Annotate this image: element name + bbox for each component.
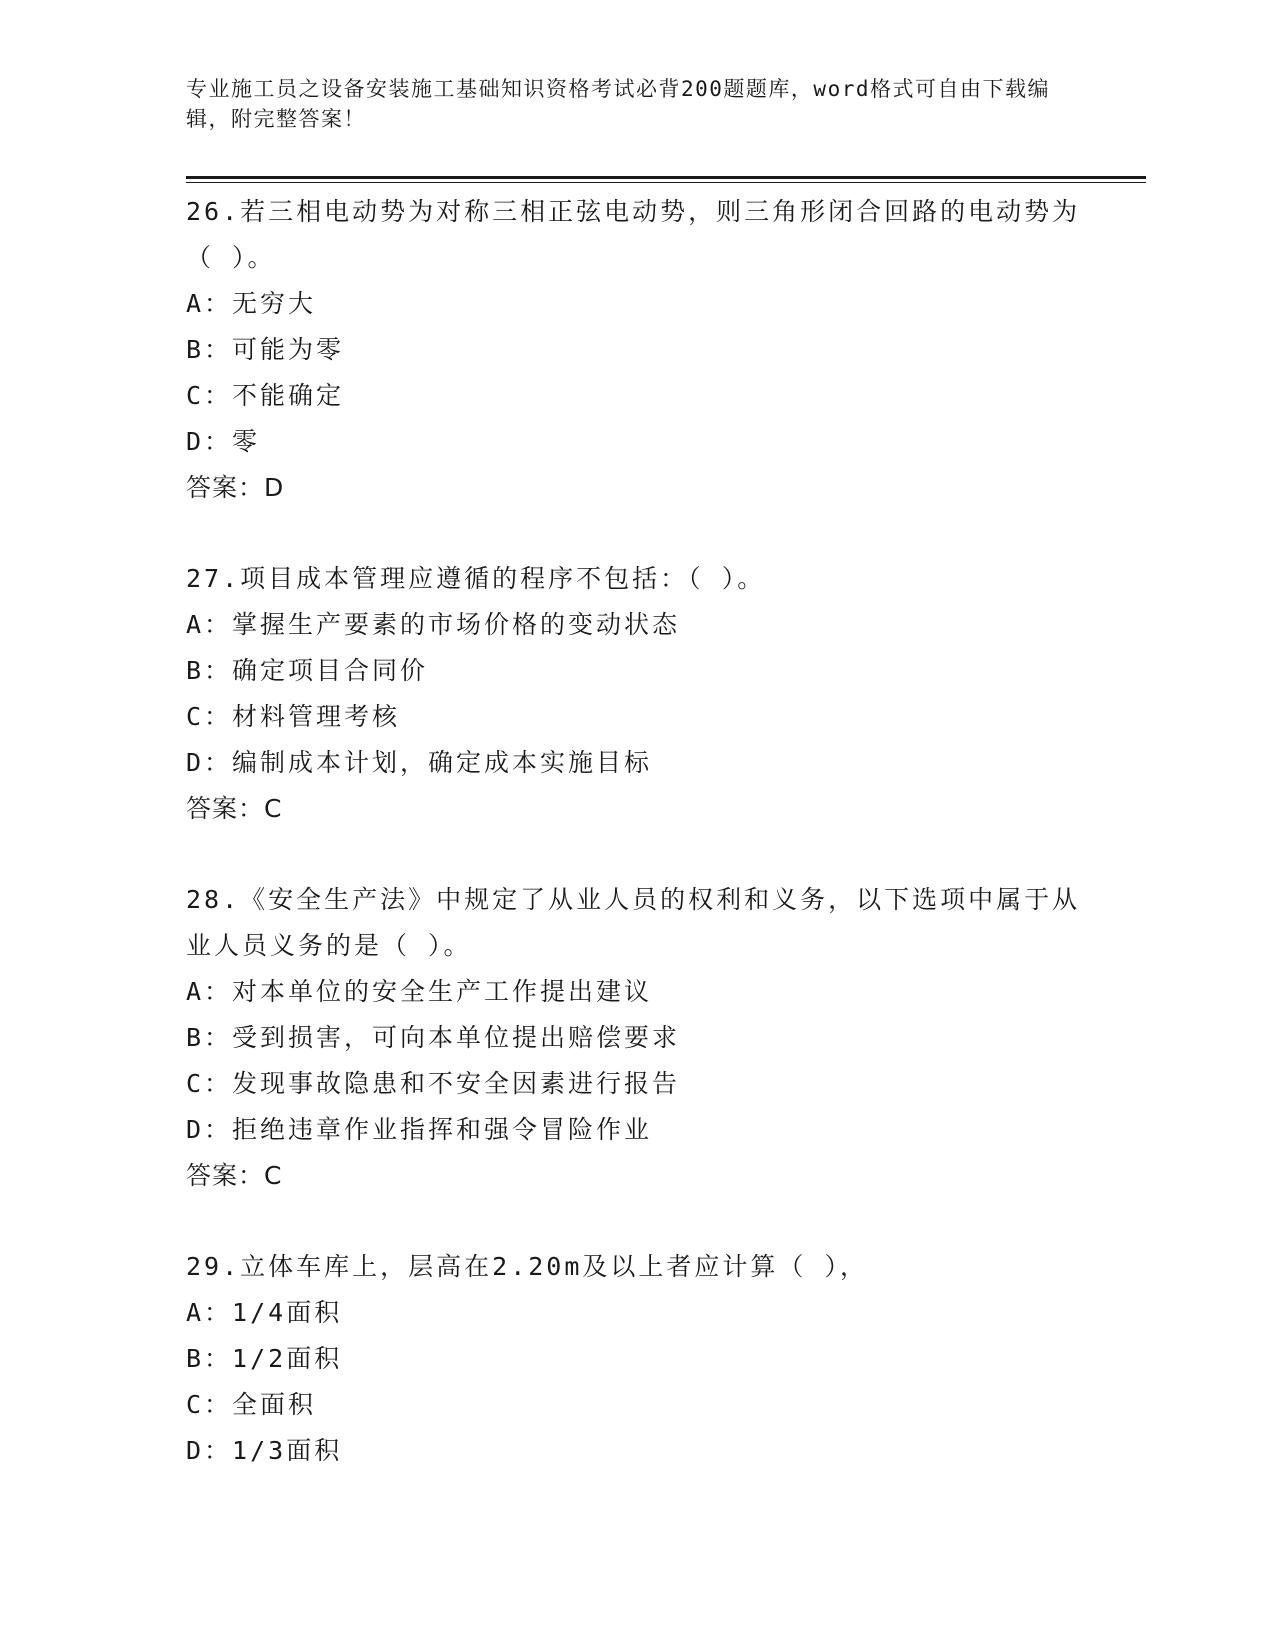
question-list — [186, 189, 1086, 1474]
option-a: A：无穷大 — [186, 289, 317, 318]
option-d: D：1/3面积 — [186, 1436, 343, 1465]
option-c: C：不能确定 — [186, 381, 345, 410]
option-c: C：材料管理考核 — [186, 702, 401, 731]
question-27 — [186, 556, 1086, 832]
question-stem: 26.若三相电动势为对称三相正弦电动势，则三角形闭合回路的电动势为（ ）。 — [186, 197, 1081, 272]
option-d: D：零 — [186, 427, 261, 456]
option-a: A：1/4面积 — [186, 1298, 343, 1327]
spacer — [186, 1199, 1086, 1244]
option-d: D：拒绝违章作业指挥和强令冒险作业 — [186, 1115, 653, 1144]
option-b: B：受到损害，可向本单位提出赔偿要求 — [186, 1023, 681, 1052]
question-stem: 28.《安全生产法》中规定了从业人员的权利和义务，以下选项中属于从业人员义务的是（ ）。 — [186, 885, 1081, 960]
option-a: A：对本单位的安全生产工作提出建议 — [186, 977, 653, 1006]
spacer — [186, 511, 1086, 556]
header-divider-thick — [186, 176, 1146, 179]
question-stem: 29.立体车库上，层高在2.20m及以上者应计算（ ）， — [186, 1252, 868, 1281]
option-b: B：确定项目合同价 — [186, 656, 429, 685]
option-a: A：掌握生产要素的市场价格的变动状态 — [186, 610, 681, 639]
option-b: B：1/2面积 — [186, 1344, 343, 1373]
option-c: C：发现事故隐患和不安全因素进行报告 — [186, 1069, 681, 1098]
option-c: C：全面积 — [186, 1390, 317, 1419]
question-stem: 27.项目成本管理应遵循的程序不包括：（ ）。 — [186, 564, 766, 593]
header-divider-thin — [186, 182, 1146, 183]
spacer — [186, 832, 1086, 877]
question-28 — [186, 877, 1086, 1199]
option-d: D：编制成本计划，确定成本实施目标 — [186, 748, 653, 777]
answer-line: 答案：C — [186, 1161, 283, 1190]
option-b: B：可能为零 — [186, 335, 345, 364]
document-header: 专业施工员之设备安装施工基础知识资格考试必背200题题库，word格式可自由下载编辑，附完整答案！ — [186, 77, 1050, 131]
question-29 — [186, 1244, 1086, 1474]
answer-line: 答案：C — [186, 794, 283, 823]
answer-line: 答案：D — [186, 473, 285, 502]
question-26 — [186, 189, 1086, 511]
